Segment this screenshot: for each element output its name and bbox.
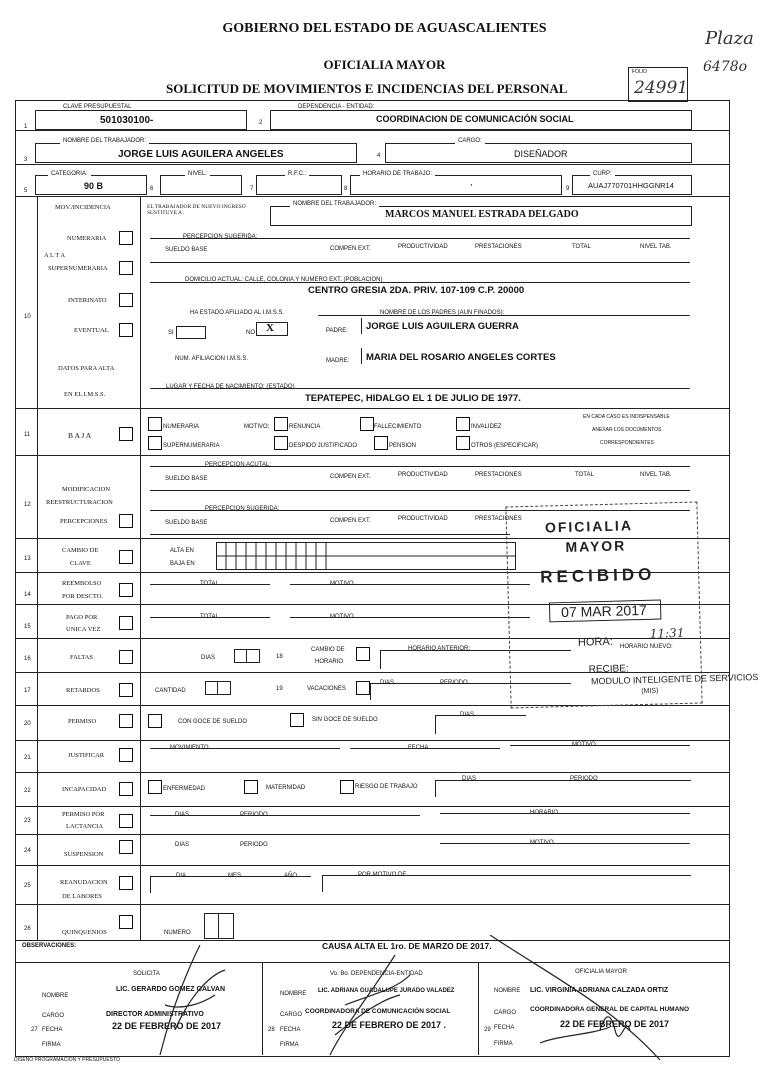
- col2-cargo-label: CARGO: [280, 1012, 303, 1018]
- col2-nombre-label: NOMBRE: [280, 991, 307, 997]
- incapacidad-label: INCAPACIDAD: [62, 786, 107, 793]
- datos-alta-label: DATOS PARA ALTA: [58, 365, 115, 372]
- col2-fecha: 22 DE FEBRERO DE 2017 .: [332, 1020, 447, 1030]
- stamp-hora-label: HORA:: [577, 635, 613, 649]
- suspension-periodo-label: PERIODO: [240, 842, 268, 848]
- col2-head: Vo. Bo. DEPENDENCIA-ENTIDAD: [330, 971, 423, 977]
- retardos-checkbox[interactable]: [119, 683, 133, 697]
- row-number: 24: [24, 848, 31, 854]
- alta-eventual-label: EVENTUAL: [74, 327, 109, 334]
- baja-label: B A J A: [68, 431, 92, 440]
- permiso-checkbox[interactable]: [119, 714, 133, 728]
- signature-2: [330, 955, 410, 1055]
- reanudacion-label-2: DE LABORES: [62, 893, 102, 900]
- row-number: 20: [24, 721, 31, 727]
- riesgo-label: RIESGO DE TRABAJO: [355, 784, 418, 790]
- permiso-dias-label: DIAS: [460, 712, 475, 718]
- con-goce-checkbox[interactable]: [148, 714, 162, 728]
- row-number: 28: [268, 1027, 275, 1033]
- pago-motivo-label: MOTIVO: [330, 614, 354, 620]
- handwritten-note-plaza: Plaza: [705, 28, 754, 49]
- afiliado-si-label: SI: [168, 330, 174, 336]
- madre-value: MARIA DEL ROSARIO ANGELES CORTES: [366, 352, 556, 363]
- row-number: 15: [24, 624, 31, 630]
- row-number: 10: [24, 314, 31, 320]
- justificar-checkbox[interactable]: [119, 748, 133, 762]
- suspension-motivo-label: MOTIVO: [530, 840, 554, 846]
- padres-label: NOMBRE DE LOS PADRES (AUN FINADOS):: [380, 310, 505, 316]
- reanudacion-anio-label: AÑO: [284, 873, 298, 879]
- col3-nombre: LIC. VIRGINIA ADRIANA CALZADA ORTIZ: [530, 987, 669, 994]
- vacaciones-periodo-label: PERIODO: [440, 680, 468, 686]
- riesgo-checkbox[interactable]: [340, 780, 354, 794]
- perc-actual-label: PERCEPCION ACUTAL:: [205, 462, 271, 468]
- vacaciones-checkbox[interactable]: [356, 681, 370, 695]
- row-number: 13: [24, 556, 31, 562]
- madre-label: MADRE:: [326, 358, 350, 364]
- stamp-line-oficialia: OFICIALIA: [544, 517, 634, 536]
- modificacion-label: MODIFICACION: [62, 486, 111, 493]
- por-descto-label: POR DESCTO.: [62, 593, 104, 600]
- row-number: 25: [24, 883, 31, 889]
- col3-cargo: COORDINADORA GENERAL DE CAPITAL HUMANO: [530, 1006, 690, 1013]
- form-title: SOLICITUD DE MOVIMIENTOS E INCIDENCIAS DEL PERSONAL: [166, 81, 568, 96]
- cambio-horario-checkbox[interactable]: [356, 647, 370, 661]
- received-stamp: [505, 502, 759, 709]
- row-number: 18: [276, 654, 283, 660]
- permiso-label: PERMISO: [68, 718, 97, 725]
- categoria-value: 90 B: [84, 181, 104, 191]
- baja-note-3: CORRESPONDIENTES: [600, 440, 654, 446]
- row-number: 26: [24, 926, 31, 932]
- afiliado-no-mark: X: [266, 322, 274, 334]
- incap-periodo-label: PERIODO: [570, 776, 598, 782]
- row-number: 9: [566, 186, 570, 192]
- baja-supernumeraria-label: SUPERNUMERARIA: [163, 443, 220, 449]
- sin-goce-checkbox[interactable]: [290, 713, 304, 727]
- justificar-fecha-label: FECHA: [408, 745, 429, 751]
- col1-cargo-label: CARGO: [42, 1013, 65, 1019]
- baja-motivo-label: MOTIVO:: [244, 424, 270, 430]
- col3-fecha-label: FECHA: [494, 1025, 515, 1031]
- alta-productividad-label: PRODUCTIVIDAD: [398, 244, 448, 250]
- folio-label: FOLIO: [632, 69, 648, 75]
- clave-grid: [216, 542, 516, 570]
- cambio-clave-label-2: CLAVE: [70, 560, 91, 567]
- lugar-label: LUGAR Y FECHA DE NACIMIENTO: (ESTADO): [166, 384, 295, 390]
- row-number: 4: [377, 153, 381, 159]
- unica-vez-label: UNICA VEZ: [66, 626, 101, 633]
- pago-checkbox[interactable]: [119, 616, 133, 630]
- alta-label: A L T A: [44, 252, 66, 259]
- afiliacion-label: NUM. AFILIACION I.M.S.S.: [175, 356, 249, 362]
- reanudacion-dia-label: DIA: [176, 873, 187, 879]
- baja-numeraria-checkbox[interactable]: [148, 417, 162, 431]
- quinquenios-label: QUINQUENIOS: [62, 929, 107, 936]
- signature-3: [490, 935, 660, 1060]
- justificar-movimiento-label: MOVIMIENTO: [170, 745, 209, 751]
- mod-productividad-label: PRODUCTIVIDAD: [398, 472, 448, 478]
- pago-total-label: TOTAL: [200, 614, 219, 620]
- faltas-checkbox[interactable]: [119, 650, 133, 664]
- row-number: 17: [24, 688, 31, 694]
- cambio-clave-label-1: CAMBIO DE: [62, 547, 99, 554]
- observaciones-label: OBSERVACIONES:: [22, 943, 77, 949]
- stamp-recibe-label: RECIBE:: [588, 663, 629, 676]
- baja-checkbox[interactable]: [119, 427, 133, 441]
- row-number: 11: [24, 432, 31, 438]
- horario-nuevo-label: HORARIO NUEVO:: [620, 644, 673, 650]
- clave-label: CLAVE PRESUPUESTAL: [60, 104, 134, 110]
- row-number: 16: [24, 656, 31, 662]
- suspension-dias-label: DIAS: [175, 842, 190, 848]
- maternidad-label: MATERNIDAD: [266, 785, 306, 791]
- rfc-field: [256, 175, 342, 195]
- office-title: OFICIALIA MAYOR: [323, 57, 446, 72]
- signature-scribbles: [130, 935, 730, 1065]
- faltas-dias-label: DIAS: [201, 655, 216, 661]
- baja-fallecimiento-label: FALLECIMIENTO: [374, 424, 422, 430]
- lactancia-checkbox[interactable]: [119, 814, 133, 828]
- incapacidad-checkbox[interactable]: [119, 782, 133, 796]
- sug-prestaciones-label: PRESTACIONES: [475, 516, 522, 522]
- vacaciones-label: VACACIONES: [307, 686, 346, 692]
- stamp-line-mayor: MAYOR: [565, 537, 627, 555]
- quinquenios-numero-label: NUMERO: [164, 930, 191, 936]
- row-number: 7: [250, 186, 254, 192]
- cambio-clave-checkbox[interactable]: [119, 550, 133, 564]
- imss-label: EN EL I.M.S.S.: [64, 391, 106, 398]
- col1-nombre-label: NOMBRE: [42, 993, 69, 999]
- trabajador-label: NOMBRE DEL TRABAJADOR:: [60, 138, 149, 144]
- cambio-horario-label-1: CAMBIO DE: [311, 647, 345, 653]
- reanudacion-label-1: REANUDACION: [60, 879, 108, 886]
- observaciones-value: CAUSA ALTA EL 1ro. DE MARZO DE 2017.: [322, 941, 492, 951]
- alta-sueldo-label: SUELDO BASE: [165, 247, 208, 253]
- row-number: 8: [344, 186, 348, 192]
- baja-pension-checkbox[interactable]: [374, 436, 388, 450]
- row-number: 29: [484, 1027, 491, 1033]
- alta-compen-label: COMPEN EXT.: [330, 246, 371, 252]
- col3-nombre-label: NOMBRE: [494, 988, 521, 994]
- horario-anterior-label: HORARIO ANTERIOR:: [408, 646, 471, 652]
- domicilio-label: DOMICILIO ACTUAL: CALLE, COLONIA Y NUMERO EXT. (POBLACION): [185, 277, 383, 283]
- col3-firma-label: FIRMA: [494, 1041, 513, 1047]
- baja-supernumeraria-checkbox[interactable]: [148, 436, 162, 450]
- row-number: 23: [24, 818, 31, 824]
- stamp-date: 07 MAR 2017: [560, 601, 647, 621]
- suspension-checkbox[interactable]: [119, 840, 133, 854]
- baja-otros-checkbox[interactable]: [456, 436, 470, 450]
- dependencia-label: DEPENDENCIA - ENTIDAD:: [295, 104, 377, 110]
- reanudacion-mes-label: MES: [228, 873, 242, 879]
- perc-sugerida-label: PERCEPCION SUGERIDA:: [205, 506, 280, 512]
- baja-otros-label: OTROS (ESPECIFICAR): [471, 443, 539, 449]
- pago-label: PAGO POR: [66, 614, 98, 621]
- rfc-label: R.F.C.:: [285, 171, 309, 177]
- enfermedad-checkbox[interactable]: [148, 780, 162, 794]
- lactancia-label-1: PERMISO POR: [62, 811, 105, 818]
- col3-head: OFICIALIA MAYOR: [575, 969, 627, 975]
- nivel-field: [160, 175, 242, 195]
- row-number: 21: [24, 755, 31, 761]
- quinquenios-checkbox[interactable]: [119, 915, 133, 929]
- cambio-horario-label-2: HORARIO: [315, 659, 344, 665]
- mod-prestaciones-label: PRESTACIONES: [475, 472, 522, 478]
- col2-cargo: COORDINADORA DE COMUNICACIÓN SOCIAL: [305, 1008, 451, 1015]
- baja-en-label: BAJA EN: [170, 561, 195, 567]
- sug-compen-label: COMPEN EXT.: [330, 518, 371, 524]
- alta-percepcion-label: PERCEPCION SUGERIDA:: [183, 234, 258, 240]
- handwritten-note-number: 6478o: [703, 59, 748, 75]
- curp-label: CURP:: [590, 171, 615, 177]
- reanudacion-por-motivo-label: POR MOTIVO DE: [358, 872, 407, 878]
- row-number: 5: [24, 188, 28, 194]
- nivel-label: NIVEL:: [185, 171, 210, 177]
- afiliado-si-box[interactable]: [176, 326, 206, 339]
- baja-fallecimiento-checkbox[interactable]: [360, 417, 374, 431]
- faltas-dias-box[interactable]: [234, 649, 260, 663]
- stamp-hora-value: 11:31: [649, 625, 685, 641]
- sug-sueldo-label: SUELDO BASE: [165, 520, 208, 526]
- lactancia-periodo-label: PERIODO: [240, 812, 268, 818]
- mod-compen-label: COMPEN EXT.: [330, 474, 371, 480]
- sustituye-value: MARCOS MANUEL ESTRADA DELGADO: [385, 209, 579, 220]
- row-number: 3: [24, 157, 28, 163]
- baja-despido-checkbox[interactable]: [274, 436, 288, 450]
- reembolso-total-label: TOTAL: [200, 581, 219, 587]
- mov-incidencia-label: MOV./INCIDENCIA: [55, 204, 111, 211]
- percepciones-label: PERCEPCIONES: [60, 518, 108, 525]
- col2-fecha-label: FECHA: [280, 1027, 301, 1033]
- col1-fecha-label: FECHA: [42, 1027, 63, 1033]
- suspension-label: SUSPENSION: [64, 851, 104, 858]
- col1-head: SOLICITA: [133, 971, 160, 977]
- alta-eventual-checkbox[interactable]: [119, 323, 133, 337]
- baja-invalidez-checkbox[interactable]: [456, 417, 470, 431]
- government-title: GOBIERNO DEL ESTADO DE AGUASCALIENTES: [222, 21, 547, 36]
- afiliado-no-label: NO: [246, 330, 255, 336]
- row-number: 27: [31, 1027, 38, 1033]
- baja-note-1: EN CADA CASO ES INDISPENSABLE: [583, 414, 670, 420]
- padre-value: JORGE LUIS AGUILERA GUERRA: [366, 321, 519, 332]
- stamp-mis: (MIS): [641, 687, 659, 696]
- horario-value: ,: [470, 177, 473, 187]
- col3-cargo-label: CARGO: [494, 1010, 517, 1016]
- afiliado-label: HA ESTADO AFILIADO AL I.M.S.S.: [190, 310, 285, 316]
- incap-dias-label: DIAS: [462, 776, 477, 782]
- sug-productividad-label: PRODUCTIVIDAD: [398, 516, 448, 522]
- mod-sueldo-label: SUELDO BASE: [165, 476, 208, 482]
- col1-firma-label: FIRMA: [42, 1042, 61, 1048]
- signature-1: [160, 945, 225, 1055]
- vacaciones-dias-label: DIAS: [380, 680, 395, 686]
- alta-interinato-checkbox[interactable]: [119, 293, 133, 307]
- col1-nombre: LIC. GERARDO GOMEZ GALVAN: [116, 986, 226, 993]
- reanudacion-checkbox[interactable]: [119, 876, 133, 890]
- row-number: 6: [150, 186, 154, 192]
- padre-label: PADRE:: [326, 328, 348, 334]
- curp-value: AUAJ770701HHGGNR14: [588, 181, 674, 190]
- row-number: 22: [24, 788, 31, 794]
- row-number: 19: [276, 686, 283, 692]
- categoria-label: CATEGORIA:: [48, 171, 91, 177]
- lactancia-dias-label: DIAS: [175, 812, 190, 818]
- retardos-label: RETARDOS: [66, 687, 100, 694]
- retardos-cantidad-box[interactable]: [205, 681, 231, 695]
- clave-value: 501030100-: [100, 115, 154, 126]
- baja-note-2: ANEXAR LOS DOCUMENTOS: [592, 427, 662, 433]
- horario-label: HORARIO DE TRABAJO:: [360, 171, 435, 177]
- baja-renuncia-checkbox[interactable]: [274, 417, 288, 431]
- folio-number: 24991: [634, 78, 689, 98]
- con-goce-label: CON GOCE DE SUELDO: [178, 719, 248, 725]
- justificar-label: JUSTIFICAR: [68, 752, 105, 759]
- lactancia-horario-label: HORARIO: [530, 810, 559, 816]
- baja-renuncia-label: RENUNCIA: [289, 424, 321, 430]
- lugar-value: TEPATEPEC, HIDALGO EL 1 DE JULIO DE 1977.: [305, 393, 521, 404]
- enfermedad-label: ENFERMEDAD: [163, 786, 206, 792]
- alta-numeraria-checkbox[interactable]: [119, 231, 133, 245]
- row-number: 1: [24, 124, 28, 130]
- col2-firma-label: FIRMA: [280, 1042, 299, 1048]
- sustituye-label: NOMBRE DEL TRABAJADOR:: [290, 201, 379, 207]
- col2-nombre: LIC. ADRIANA GUADALUPE JURADO VALADEZ: [318, 988, 455, 994]
- mod-total-label: TOTAL: [575, 472, 594, 478]
- col1-fecha: 22 DE FEBRERO DE 2017: [112, 1021, 222, 1031]
- domicilio-value: CENTRO GRESIA 2DA. PRIV. 107-109 C.P. 20000: [308, 285, 525, 296]
- cargo-value: DISEÑADOR: [514, 149, 568, 159]
- alta-prestaciones-label: PRESTACIONES: [475, 244, 522, 250]
- stamp-line-recibido: RECIBIDO: [540, 564, 656, 587]
- row-number: 12: [24, 502, 31, 508]
- retardos-cantidad-label: CANTIDAD: [155, 688, 186, 694]
- justificar-motivo-label: MOTIVO: [572, 742, 596, 748]
- maternidad-checkbox[interactable]: [244, 780, 258, 794]
- nuevo-ingreso-label: EL TRABAJADOR DE NUEVO INGRESO SUSTITUYE A :: [147, 204, 246, 217]
- alta-total-label: TOTAL: [572, 244, 591, 250]
- alta-numeraria-label: NUMERARIA: [67, 235, 107, 242]
- baja-invalidez-label: INVALIDEZ: [471, 424, 502, 430]
- row-number: 14: [24, 592, 31, 598]
- alta-supernumeraria-label: SUPERNUMERARIA: [48, 265, 108, 272]
- dependencia-value: COORDINACION DE COMUNICACIÓN SOCIAL: [376, 114, 574, 124]
- baja-pension-label: PENSION: [389, 443, 417, 449]
- baja-despido-label: DESPIDO JUSTIFICADO: [289, 443, 358, 449]
- faltas-label: FALTAS: [70, 654, 93, 661]
- footer-label: DISEÑO PROGRAMACION Y PRESUPUESTO: [14, 1057, 120, 1063]
- reembolso-label: REEMBOLSO: [62, 580, 102, 587]
- col1-cargo: DIRECTOR ADMINISTRATIVO: [106, 1011, 204, 1018]
- mod-nivel-label: NIVEL TAB.: [640, 472, 672, 478]
- reembolso-motivo-label: MOTIVO: [330, 581, 354, 587]
- horario-field: [350, 175, 562, 195]
- row-number: 2: [259, 120, 263, 126]
- reestructuracion-label: REESTRUCTURACION: [46, 499, 113, 506]
- lactancia-label-2: LACTANCIA: [66, 823, 104, 830]
- alta-nivel-label: NIVEL TAB.: [640, 244, 672, 250]
- percepciones-checkbox[interactable]: [119, 514, 133, 528]
- alta-en-label: ALTA EN: [170, 548, 194, 554]
- sin-goce-label: SIN GOCE DE SUELDO: [312, 717, 378, 723]
- trabajador-value: JORGE LUIS AGUILERA ANGELES: [118, 149, 284, 160]
- reembolso-checkbox[interactable]: [119, 583, 133, 597]
- stamp-modulo: MODULO INTELIGENTE DE SERVICIOS: [590, 671, 759, 687]
- alta-supernumeraria-checkbox[interactable]: [119, 261, 133, 275]
- cargo-label: CARGO:: [455, 138, 485, 144]
- col3-fecha: 22 DE FEBRERO DE 2017: [560, 1019, 670, 1029]
- alta-interinato-label: INTERINATO: [68, 297, 107, 304]
- baja-numeraria-label: NUMERARIA: [163, 424, 200, 430]
